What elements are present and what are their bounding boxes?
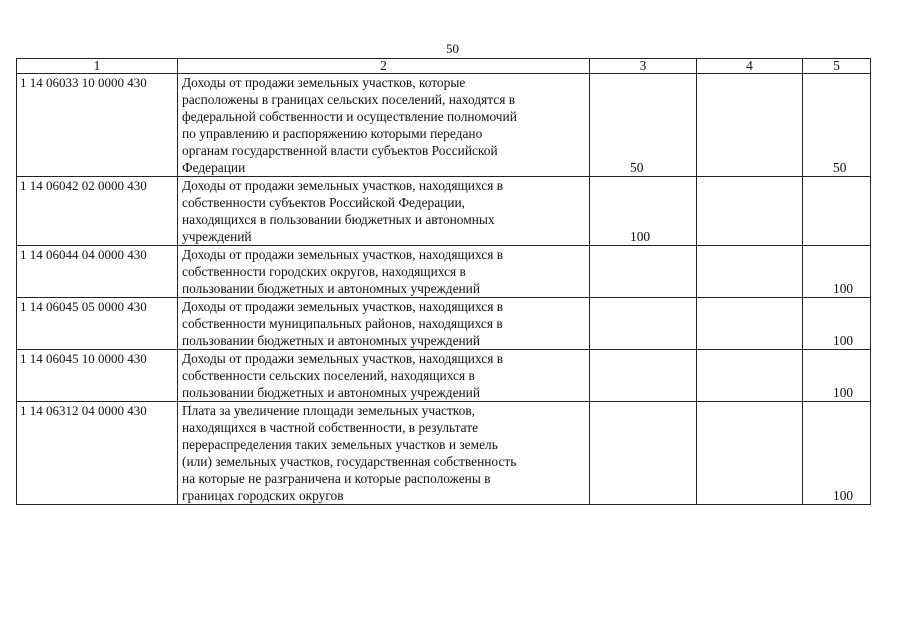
table-header-row <box>17 59 871 74</box>
value-col3 <box>590 298 697 350</box>
column-header-3: 3 <box>590 59 697 74</box>
value-col5: 50 <box>803 74 871 177</box>
revenue-description <box>178 177 590 246</box>
column-header-1: 1 <box>17 59 178 74</box>
value-col5 <box>803 177 871 246</box>
description-line: по управлению и распоряжению которыми передано <box>182 126 483 141</box>
description-line: собственности муниципальных районов, находящихся в <box>182 316 503 331</box>
description-line: пользовании бюджетных и автономных учреждений <box>182 333 481 348</box>
revenue-description <box>178 350 590 402</box>
description-line: Доходы от продажи земельных участков, находящихся в <box>182 178 504 193</box>
description-line: собственности сельских поселений, находящихся в <box>182 368 475 383</box>
revenue-code: 1 14 06312 04 0000 430 <box>17 402 178 505</box>
description-line: Федерации <box>182 160 246 175</box>
description-line: (или) земельных участков, государственная собственность <box>182 454 517 469</box>
description-line: Доходы от продажи земельных участков, которые <box>182 75 466 90</box>
table-row <box>17 177 871 246</box>
description-line: границах городских округов <box>182 488 344 503</box>
column-header-2: 2 <box>178 59 590 74</box>
description-line: находящихся в частной собственности, в результате <box>182 420 479 435</box>
value-col3 <box>590 350 697 402</box>
revenue-code: 1 14 06045 05 0000 430 <box>17 298 178 350</box>
revenue-description <box>178 74 590 177</box>
page-number: 50 <box>446 41 459 56</box>
description-line: учреждений <box>182 229 252 244</box>
revenue-description <box>178 246 590 298</box>
table-row <box>17 350 871 402</box>
revenue-code: 1 14 06042 02 0000 430 <box>17 177 178 246</box>
value-col4 <box>697 177 803 246</box>
revenue-table <box>16 58 871 505</box>
value-col4 <box>697 402 803 505</box>
revenue-code: 1 14 06033 10 0000 430 <box>17 74 178 177</box>
value-col5: 100 <box>803 246 871 298</box>
description-line: на которые не разграничена и которые расположены в <box>182 471 491 486</box>
description-line: Доходы от продажи земельных участков, находящихся в <box>182 351 504 366</box>
value-col4 <box>697 246 803 298</box>
description-line: органам государственной власти субъектов Российской <box>182 143 498 158</box>
revenue-code: 1 14 06045 10 0000 430 <box>17 350 178 402</box>
value-col5: 100 <box>803 350 871 402</box>
description-line: пользовании бюджетных и автономных учреждений <box>182 385 481 400</box>
description-line: федеральной собственности и осуществление полномочий <box>182 109 517 124</box>
table-row <box>17 74 871 177</box>
value-col3 <box>590 246 697 298</box>
value-col4 <box>697 74 803 177</box>
revenue-description <box>178 402 590 505</box>
description-line: пользовании бюджетных и автономных учреждений <box>182 281 481 296</box>
description-line: Плата за увеличение площади земельных участков, <box>182 403 475 418</box>
revenue-code: 1 14 06044 04 0000 430 <box>17 246 178 298</box>
description-line: расположены в границах сельских поселений, находятся в <box>182 92 516 107</box>
value-col3: 50 <box>590 74 697 177</box>
column-header-4: 4 <box>697 59 803 74</box>
value-col4 <box>697 298 803 350</box>
description-line: собственности субъектов Российской Федерации, <box>182 195 466 210</box>
description-line: перераспределения таких земельных участков и земель <box>182 437 498 452</box>
description-line: Доходы от продажи земельных участков, находящихся в <box>182 247 504 262</box>
value-col5: 100 <box>803 298 871 350</box>
column-header-5: 5 <box>803 59 871 74</box>
table-row <box>17 298 871 350</box>
table-row <box>17 246 871 298</box>
value-col3: 100 <box>590 177 697 246</box>
value-col4 <box>697 350 803 402</box>
description-line: собственности городских округов, находящихся в <box>182 264 466 279</box>
revenue-description <box>178 298 590 350</box>
value-col3 <box>590 402 697 505</box>
description-line: Доходы от продажи земельных участков, находящихся в <box>182 299 504 314</box>
description-line: находящихся в пользовании бюджетных и автономных <box>182 212 495 227</box>
value-col5: 100 <box>803 402 871 505</box>
table-row <box>17 402 871 505</box>
